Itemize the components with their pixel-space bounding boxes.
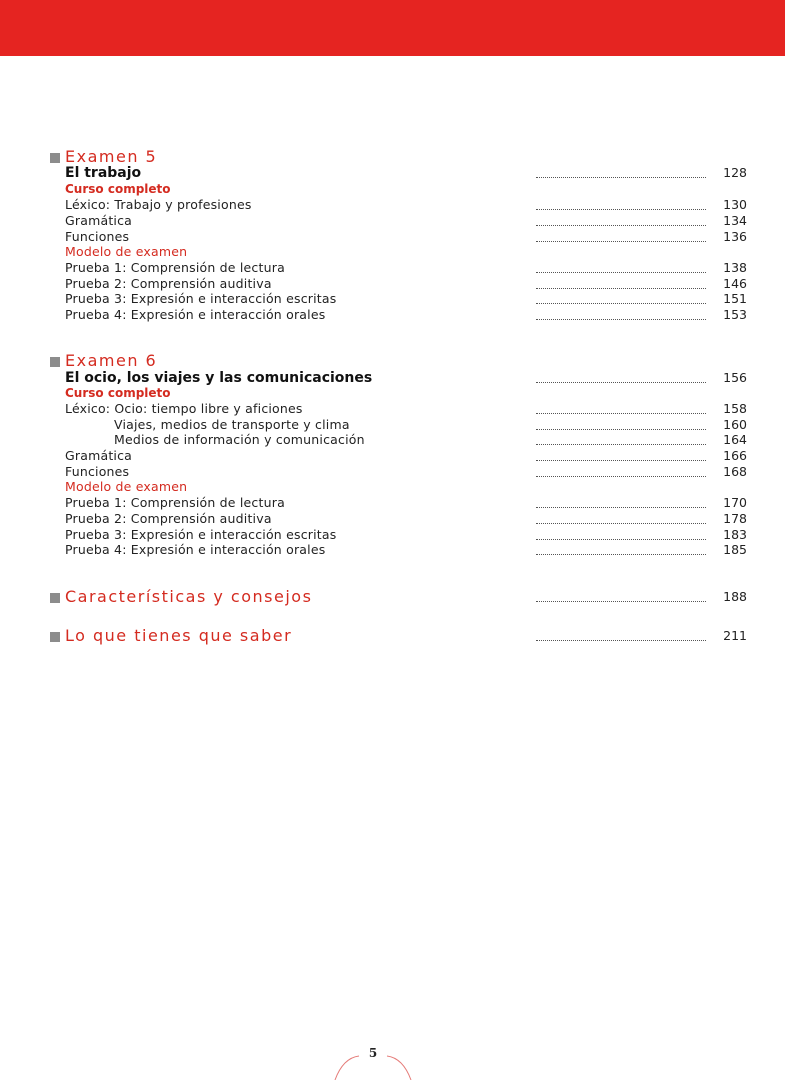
toc-entry[interactable]: [0, 165, 785, 181]
page-ref: 168: [723, 464, 747, 479]
page-number: 5: [368, 1046, 378, 1060]
exam6-curso-label: Curso completo: [65, 386, 171, 400]
section-bullet: [50, 357, 60, 367]
leader-dots: [536, 272, 706, 273]
entry-label: Medios de información y comunicación: [114, 432, 365, 447]
entry-label: Gramática: [65, 448, 133, 463]
entry-label: Prueba 4: Expresión e interacción orales: [65, 542, 326, 557]
toc-entry[interactable]: [0, 495, 785, 511]
leader-dots: [536, 539, 706, 540]
toc-entry[interactable]: [0, 417, 785, 433]
page-ref: 183: [723, 527, 747, 542]
leader-dots: [536, 523, 706, 524]
page-ref: 134: [723, 213, 747, 228]
leader-dots: [536, 444, 706, 445]
entry-label: Prueba 4: Expresión e interacción orales: [65, 307, 326, 322]
toc-entry[interactable]: [0, 213, 785, 229]
page-ref: 188: [723, 589, 747, 604]
exam5-modelo-label: Modelo de examen: [65, 244, 188, 259]
toc-entry[interactable]: [0, 307, 785, 323]
toc-entry[interactable]: [0, 527, 785, 543]
page-ref: 211: [723, 628, 747, 643]
toc-entry[interactable]: [0, 589, 785, 605]
entry-label: Prueba 2: Comprensión auditiva: [65, 511, 272, 526]
leader-dots: [536, 303, 706, 304]
toc-entry[interactable]: [0, 401, 785, 417]
exam5-heading: Examen 5: [65, 147, 158, 166]
page-ref: 136: [723, 229, 747, 244]
page-ref: 138: [723, 260, 747, 275]
toc-entry[interactable]: [0, 197, 785, 213]
leader-dots: [536, 319, 706, 320]
toc-entry[interactable]: [0, 628, 785, 644]
entry-label: Prueba 3: Expresión e interacción escritas: [65, 291, 337, 306]
page-ref: 156: [723, 370, 747, 385]
toc-entry[interactable]: [0, 448, 785, 464]
section-bullet: [50, 153, 60, 163]
entry-label: Prueba 1: Comprensión de lectura: [65, 495, 285, 510]
entry-label: Funciones: [65, 229, 130, 244]
saber-heading: Lo que tienes que saber: [65, 626, 293, 645]
leader-dots: [536, 288, 706, 289]
leader-dots: [536, 640, 706, 641]
leader-dots: [536, 209, 706, 210]
toc-entry[interactable]: [0, 511, 785, 527]
exam5-curso-label: Curso completo: [65, 182, 171, 196]
exam6-heading: Examen 6: [65, 351, 158, 370]
page-ref: 146: [723, 276, 747, 291]
leader-dots: [536, 507, 706, 508]
toc-entry[interactable]: [0, 276, 785, 292]
page-ref: 151: [723, 291, 747, 306]
leader-dots: [536, 429, 706, 430]
leader-dots: [536, 601, 706, 602]
caracteristicas-heading: Características y consejos: [65, 587, 313, 606]
entry-label: Prueba 1: Comprensión de lectura: [65, 260, 285, 275]
entry-label: Léxico: Ocio: tiempo libre y aficiones: [65, 401, 303, 416]
exam6-modelo-label: Modelo de examen: [65, 479, 188, 494]
toc-entry[interactable]: [0, 432, 785, 448]
leader-dots: [536, 460, 706, 461]
entry-label: Prueba 2: Comprensión auditiva: [65, 276, 272, 291]
page-ref: 153: [723, 307, 747, 322]
leader-dots: [536, 476, 706, 477]
leader-dots: [536, 382, 706, 383]
entry-label: Léxico: Trabajo y profesiones: [65, 197, 252, 212]
toc-entry[interactable]: [0, 542, 785, 558]
toc-entry[interactable]: [0, 229, 785, 245]
page-ref: 178: [723, 511, 747, 526]
leader-dots: [536, 177, 706, 178]
entry-label: Gramática: [65, 213, 133, 228]
leader-dots: [536, 241, 706, 242]
page-ref: 170: [723, 495, 747, 510]
page-ref: 164: [723, 432, 747, 447]
page-ref: 130: [723, 197, 747, 212]
leader-dots: [536, 554, 706, 555]
entry-label: Prueba 3: Expresión e interacción escritas: [65, 527, 337, 542]
leader-dots: [536, 413, 706, 414]
entry-label: Funciones: [65, 464, 130, 479]
toc-entry[interactable]: [0, 464, 785, 480]
page-ref: 160: [723, 417, 747, 432]
entry-label: Viajes, medios de transporte y clima: [114, 417, 350, 432]
toc-entry[interactable]: [0, 370, 785, 386]
leader-dots: [536, 225, 706, 226]
exam6-title: El ocio, los viajes y las comunicaciones: [65, 370, 373, 386]
toc-entry[interactable]: [0, 291, 785, 307]
exam5-title: El trabajo: [65, 165, 142, 181]
page-ref: 158: [723, 401, 747, 416]
page-ref: 185: [723, 542, 747, 557]
page-ref: 128: [723, 165, 747, 180]
toc-entry[interactable]: [0, 260, 785, 276]
page-ref: 166: [723, 448, 747, 463]
